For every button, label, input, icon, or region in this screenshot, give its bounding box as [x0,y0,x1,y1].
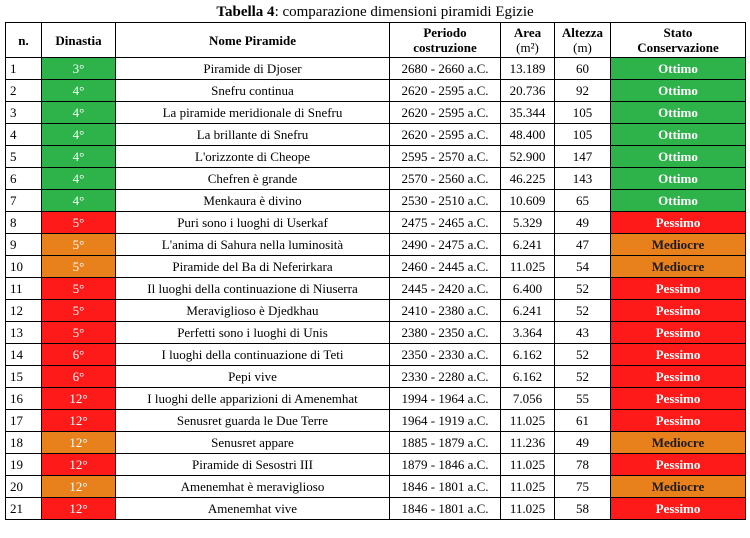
stato-badge: Pessimo [611,300,746,322]
dinastia-cell: 12° [42,432,116,454]
table-row [6,366,746,388]
row-number: 17 [6,410,42,432]
altezza-cell: 78 [555,454,611,476]
row-number: 19 [6,454,42,476]
pyramids-table [5,22,746,520]
periodo-cell: 2620 - 2595 a.C. [390,80,501,102]
altezza-cell: 49 [555,432,611,454]
periodo-cell: 2475 - 2465 a.C. [390,212,501,234]
row-number: 11 [6,278,42,300]
row-number: 2 [6,80,42,102]
row-number: 15 [6,366,42,388]
stato-badge: Mediocre [611,476,746,498]
altezza-cell: 43 [555,322,611,344]
area-cell: 6.400 [501,278,555,300]
altezza-cell: 52 [555,366,611,388]
area-cell: 11.236 [501,432,555,454]
table-row [6,234,746,256]
table-row [6,80,746,102]
dinastia-cell: 5° [42,256,116,278]
stato-badge: Ottimo [611,168,746,190]
dinastia-cell: 3° [42,58,116,80]
altezza-cell: 54 [555,256,611,278]
header-periodo [390,23,501,58]
row-number: 1 [6,58,42,80]
altezza-cell: 52 [555,278,611,300]
periodo-cell: 2595 - 2570 a.C. [390,146,501,168]
area-cell: 6.241 [501,300,555,322]
area-cell: 7.056 [501,388,555,410]
periodo-cell: 2350 - 2330 a.C. [390,344,501,366]
header-n: n. [6,23,42,58]
stato-badge: Pessimo [611,344,746,366]
table-row [6,476,746,498]
area-cell: 6.162 [501,344,555,366]
header-altezza [555,23,611,58]
periodo-cell: 2460 - 2445 a.C. [390,256,501,278]
table-caption [0,2,750,22]
stato-badge: Pessimo [611,410,746,432]
stato-badge: Mediocre [611,432,746,454]
area-cell: 5.329 [501,212,555,234]
periodo-cell: 2530 - 2510 a.C. [390,190,501,212]
dinastia-cell: 6° [42,366,116,388]
table-body [6,58,746,520]
stato-badge: Ottimo [611,146,746,168]
stato-badge: Pessimo [611,388,746,410]
row-number: 6 [6,168,42,190]
table-row [6,102,746,124]
table-row [6,410,746,432]
row-number: 18 [6,432,42,454]
table-row [6,454,746,476]
header-altezza-line2: (m) [573,40,592,55]
periodo-cell: 2445 - 2420 a.C. [390,278,501,300]
nome-cell: Il luoghi della continuazione di Niuserra [116,278,390,300]
nome-cell: Menkaura è divino [116,190,390,212]
dinastia-cell: 4° [42,168,116,190]
header-area [501,23,555,58]
altezza-cell: 55 [555,388,611,410]
row-number: 14 [6,344,42,366]
area-cell: 10.609 [501,190,555,212]
periodo-cell: 1846 - 1801 a.C. [390,476,501,498]
header-nome: Nome Piramide [116,23,390,58]
periodo-cell: 2410 - 2380 a.C. [390,300,501,322]
periodo-cell: 1846 - 1801 a.C. [390,498,501,520]
periodo-cell: 1879 - 1846 a.C. [390,454,501,476]
row-number: 13 [6,322,42,344]
stato-badge: Ottimo [611,190,746,212]
stato-badge: Ottimo [611,124,746,146]
caption-text: : comparazione dimensioni piramidi Egizie [274,4,534,20]
nome-cell: La brillante di Snefru [116,124,390,146]
table-row [6,58,746,80]
stato-badge: Ottimo [611,58,746,80]
header-stato-line1: Stato [663,25,693,40]
header-stato-line2: Conservazione [637,40,719,55]
periodo-cell: 2570 - 2560 a.C. [390,168,501,190]
stato-badge: Pessimo [611,212,746,234]
area-cell: 46.225 [501,168,555,190]
area-cell: 11.025 [501,454,555,476]
altezza-cell: 65 [555,190,611,212]
altezza-cell: 60 [555,58,611,80]
header-row [6,23,746,58]
table-row [6,432,746,454]
area-cell: 11.025 [501,256,555,278]
table-row [6,322,746,344]
periodo-cell: 2680 - 2660 a.C. [390,58,501,80]
dinastia-cell: 5° [42,234,116,256]
row-number: 21 [6,498,42,520]
periodo-cell: 1964 - 1919 a.C. [390,410,501,432]
dinastia-cell: 4° [42,146,116,168]
dinastia-cell: 4° [42,124,116,146]
area-cell: 3.364 [501,322,555,344]
altezza-cell: 52 [555,344,611,366]
table-row [6,300,746,322]
stato-badge: Pessimo [611,498,746,520]
row-number: 10 [6,256,42,278]
periodo-cell: 2490 - 2475 a.C. [390,234,501,256]
periodo-cell: 1994 - 1964 a.C. [390,388,501,410]
nome-cell: I luoghi delle apparizioni di Amenemhat [116,388,390,410]
row-number: 12 [6,300,42,322]
periodo-cell: 2330 - 2280 a.C. [390,366,501,388]
row-number: 8 [6,212,42,234]
table-row [6,278,746,300]
altezza-cell: 92 [555,80,611,102]
header-altezza-line1: Altezza [561,25,604,40]
stato-badge: Pessimo [611,366,746,388]
dinastia-cell: 6° [42,344,116,366]
area-cell: 6.162 [501,366,555,388]
area-cell: 52.900 [501,146,555,168]
altezza-cell: 105 [555,102,611,124]
dinastia-cell: 5° [42,322,116,344]
altezza-cell: 61 [555,410,611,432]
header-area-line2: (m²) [516,40,539,55]
row-number: 4 [6,124,42,146]
header-periodo-line2: costruzione [413,40,477,55]
table-row [6,388,746,410]
dinastia-cell: 4° [42,102,116,124]
stato-badge: Pessimo [611,322,746,344]
table-row [6,256,746,278]
area-cell: 11.025 [501,498,555,520]
area-cell: 20.736 [501,80,555,102]
row-number: 9 [6,234,42,256]
nome-cell: Piramide del Ba di Neferirkara [116,256,390,278]
altezza-cell: 58 [555,498,611,520]
header-dinastia: Dinastia [42,23,116,58]
row-number: 7 [6,190,42,212]
table-row [6,212,746,234]
nome-cell: Puri sono i luoghi di Userkaf [116,212,390,234]
nome-cell: Meraviglioso è Djedkhau [116,300,390,322]
dinastia-cell: 12° [42,476,116,498]
table-row [6,124,746,146]
altezza-cell: 105 [555,124,611,146]
stato-badge: Ottimo [611,102,746,124]
nome-cell: Amenemhat vive [116,498,390,520]
stato-badge: Ottimo [611,80,746,102]
dinastia-cell: 4° [42,190,116,212]
nome-cell: Senusret guarda le Due Terre [116,410,390,432]
nome-cell: L'anima di Sahura nella luminosità [116,234,390,256]
nome-cell: Chefren è grande [116,168,390,190]
altezza-cell: 147 [555,146,611,168]
area-cell: 11.025 [501,476,555,498]
area-cell: 11.025 [501,410,555,432]
row-number: 3 [6,102,42,124]
altezza-cell: 47 [555,234,611,256]
area-cell: 6.241 [501,234,555,256]
nome-cell: Piramide di Sesostri III [116,454,390,476]
dinastia-cell: 12° [42,498,116,520]
nome-cell: Pepi vive [116,366,390,388]
header-stato [611,23,746,58]
area-cell: 13.189 [501,58,555,80]
stato-badge: Mediocre [611,234,746,256]
dinastia-cell: 12° [42,410,116,432]
dinastia-cell: 5° [42,300,116,322]
table-row [6,146,746,168]
altezza-cell: 52 [555,300,611,322]
caption-label: Tabella 4 [216,4,275,20]
row-number: 20 [6,476,42,498]
nome-cell: Piramide di Djoser [116,58,390,80]
table-row [6,344,746,366]
stato-badge: Mediocre [611,256,746,278]
nome-cell: Senusret appare [116,432,390,454]
periodo-cell: 2380 - 2350 a.C. [390,322,501,344]
periodo-cell: 1885 - 1879 a.C. [390,432,501,454]
row-number: 16 [6,388,42,410]
dinastia-cell: 12° [42,454,116,476]
nome-cell: Perfetti sono i luoghi di Unis [116,322,390,344]
altezza-cell: 75 [555,476,611,498]
dinastia-cell: 5° [42,278,116,300]
nome-cell: I luoghi della continuazione di Teti [116,344,390,366]
table-row [6,168,746,190]
altezza-cell: 143 [555,168,611,190]
stato-badge: Pessimo [611,278,746,300]
nome-cell: Amenemhat è meraviglioso [116,476,390,498]
periodo-cell: 2620 - 2595 a.C. [390,102,501,124]
area-cell: 48.400 [501,124,555,146]
dinastia-cell: 4° [42,80,116,102]
header-periodo-line1: Periodo [423,25,467,40]
area-cell: 35.344 [501,102,555,124]
dinastia-cell: 5° [42,212,116,234]
table-row [6,498,746,520]
nome-cell: Snefru continua [116,80,390,102]
nome-cell: La piramide meridionale di Snefru [116,102,390,124]
row-number: 5 [6,146,42,168]
periodo-cell: 2620 - 2595 a.C. [390,124,501,146]
dinastia-cell: 12° [42,388,116,410]
header-area-line1: Area [513,25,542,40]
altezza-cell: 49 [555,212,611,234]
stato-badge: Pessimo [611,454,746,476]
nome-cell: L'orizzonte di Cheope [116,146,390,168]
table-row [6,190,746,212]
